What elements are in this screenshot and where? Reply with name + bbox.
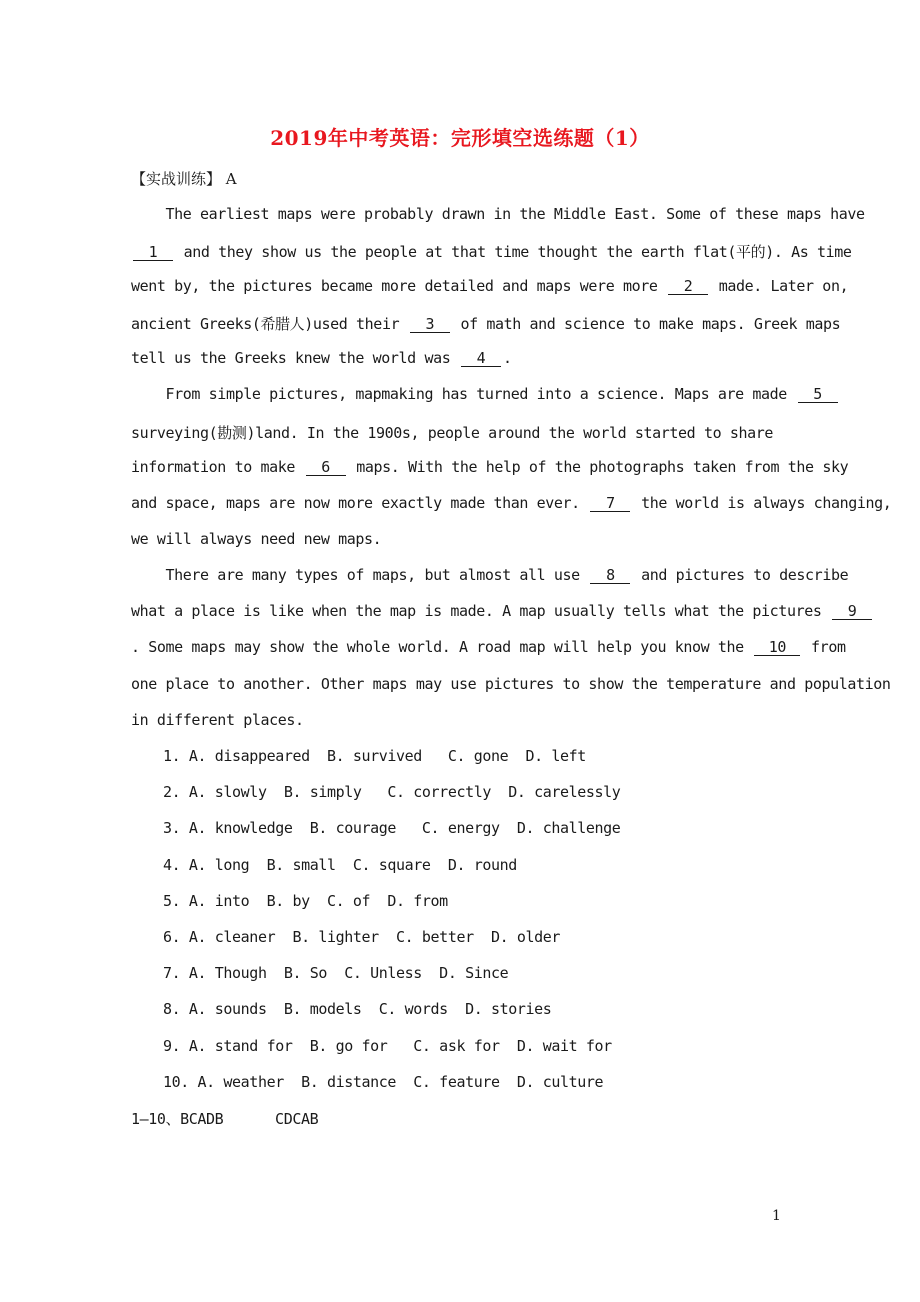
passage-text: from bbox=[802, 638, 846, 656]
blank-8: 8 bbox=[590, 567, 630, 584]
passage-line bbox=[131, 205, 865, 223]
passage-text: in different places. bbox=[131, 711, 304, 729]
passage-text: we will always need new maps. bbox=[131, 530, 382, 548]
passage-text: what a place is like when the map is made. A map usually tells what the pictures bbox=[131, 602, 831, 620]
passage-text: There are many types of maps, but almost all use bbox=[131, 566, 589, 584]
blank-4: 4 bbox=[461, 350, 501, 367]
passage-text: The earliest maps were probably drawn in the Middle East. Some of these maps have bbox=[131, 205, 865, 223]
option-row: 3. A. knowledge B. courage C. energy D. challenge bbox=[163, 819, 621, 838]
passage-line bbox=[131, 566, 848, 584]
passage-text: one place to another. Other maps may use pictures to show the temperature and population bbox=[131, 675, 891, 693]
passage-text: made. Later on, bbox=[710, 277, 849, 295]
passage-text: and space, maps are now more exactly made than ever. bbox=[131, 494, 589, 512]
option-row: 1. A. disappeared B. survived C. gone D. left bbox=[163, 747, 586, 765]
passage-text: maps. With the help of the photographs taken from the sky bbox=[347, 458, 849, 476]
option-row: 4. A. long B. small C. square D. round bbox=[163, 855, 517, 874]
option-row: 2. A. slowly B. simply C. correctly D. carelessly bbox=[163, 783, 621, 802]
passage-text: From simple pictures, mapmaking has turned into a science. Maps are made bbox=[131, 385, 796, 403]
passage-line bbox=[131, 313, 840, 334]
option-row: 5. A. into B. by C. of D. from bbox=[163, 891, 448, 910]
passage-line bbox=[131, 349, 512, 367]
passage-text: surveying(勘测)land. In the 1900s, people around the world started to share bbox=[131, 424, 773, 442]
blank-6: 6 bbox=[306, 459, 346, 476]
passage-line bbox=[131, 675, 891, 693]
option-row: 7. A. Though B. So C. Unless D. Since bbox=[163, 964, 509, 983]
passage-line bbox=[131, 422, 773, 443]
passage-line bbox=[131, 530, 381, 548]
passage-line bbox=[131, 241, 852, 262]
option-row: 8. A. sounds B. models C. words D. stories bbox=[163, 1000, 552, 1019]
option-row: 10. A. weather B. distance C. feature D. culture bbox=[163, 1072, 604, 1091]
passage-text: information to make bbox=[131, 458, 304, 476]
blank-10: 10 bbox=[754, 639, 800, 656]
option-row: 6. A. cleaner B. lighter C. better D. older bbox=[163, 928, 561, 946]
passage-line bbox=[131, 277, 848, 295]
passage-text: ancient Greeks(希腊人)used their bbox=[131, 315, 408, 333]
blank-3: 3 bbox=[410, 316, 450, 333]
blank-5: 5 bbox=[798, 386, 838, 403]
passage-text: and pictures to describe bbox=[632, 566, 849, 584]
page-number: 1 bbox=[772, 1208, 781, 1224]
passage-line bbox=[131, 638, 846, 656]
passage-text: tell us the Greeks knew the world was bbox=[131, 349, 459, 367]
passage-text: . bbox=[502, 349, 512, 367]
passage-text: of math and science to make maps. Greek maps bbox=[451, 315, 841, 333]
answer-key: 1—10、BCADB CDCAB bbox=[131, 1110, 319, 1128]
blank-1: 1 bbox=[133, 244, 173, 261]
blank-7: 7 bbox=[590, 495, 630, 512]
passage-text: went by, the pictures became more detailed and maps were more bbox=[131, 277, 667, 295]
passage-text: the world is always changing, bbox=[632, 494, 892, 512]
option-row: 9. A. stand for B. go for C. ask for D. wait for bbox=[163, 1036, 612, 1055]
blank-9: 9 bbox=[832, 603, 872, 620]
section-label: 【实战训练】 A bbox=[131, 170, 237, 188]
passage-text: . Some maps may show the whole world. A road map will help you know the bbox=[131, 638, 753, 656]
passage-line bbox=[131, 385, 840, 403]
passage-text: and they show us the people at that time thought the earth flat(平的). As time bbox=[175, 243, 852, 261]
blank-2: 2 bbox=[668, 278, 708, 295]
passage-line bbox=[131, 602, 874, 620]
passage-line bbox=[131, 494, 891, 512]
page-title: 2019年中考英语：完形填空选练题（1） bbox=[270, 126, 650, 150]
passage-line bbox=[131, 711, 304, 729]
passage-line bbox=[131, 458, 848, 476]
